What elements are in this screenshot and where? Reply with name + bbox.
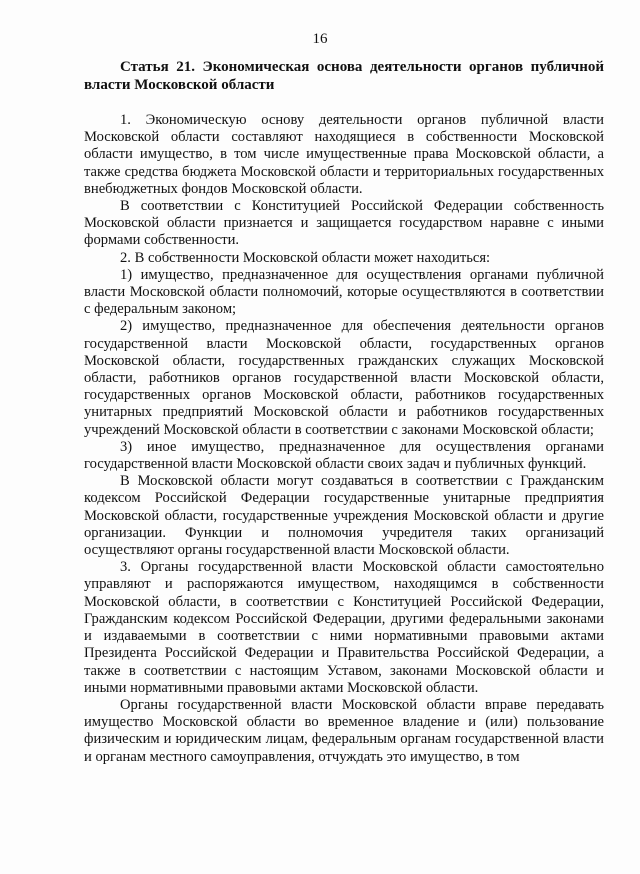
article-title: Статья 21. Экономическая основа деятельности органов публичной власти Московской области bbox=[84, 59, 604, 93]
paragraph-5: 2) имущество, предназначенное для обеспечения деятельности органов государственной власти Московской области, государственных органов Московской области, государственных гражданских служащих Московской области, работников органов государственной власти Московской области, государственных органов Московской области, работников государственных унитарных предприятий Московской области и работников государственных учреждений Московской области в соответствии с законами Московской области; bbox=[84, 318, 604, 438]
paragraph-1: 1. Экономическую основу деятельности органов публичной власти Московской области составляют находящиеся в собственности Московской области имущество, в том числе имущественные права Московской области, а также средства бюджета Московской области и территориальных государственных внебюджетных фондов Московской области. bbox=[84, 112, 604, 197]
paragraph-8: 3. Органы государственной власти Московской области самостоятельно управляют и распоряжаются имуществом, находящимся в собственности Московской области, в соответствии с Конституцией Российской Федерации, Гражданским кодексом Российской Федерации, другими федеральными законами и издаваемыми в соответствии с ними нормативными правовыми актами Президента Российской Федерации и Правительства Российской Федерации, а также в соответствии с настоящим Уставом, законами Московской области и иными нормативными правовыми актами Московской области. bbox=[84, 559, 604, 696]
paragraph-2: В соответствии с Конституцией Российской Федерации собственность Московской области признается и защищается государством наравне с иными формами собственности. bbox=[84, 198, 604, 249]
paragraph-9: Органы государственной власти Московской области вправе передавать имущество Московской области во временное владение и (или) пользование физическим и юридическим лицам, федеральным органам государственной власти и органам местного самоуправления, отчуждать это имущество, в том bbox=[84, 696, 604, 765]
paragraph-3: 2. В собственности Московской области может находиться: bbox=[120, 249, 491, 266]
paragraph-6: 3) иное имущество, предназначенное для осуществления органами государственной власти Московской области своих задач и публичных функций. bbox=[84, 438, 604, 473]
article-body bbox=[84, 112, 604, 766]
page-number: 16 bbox=[312, 31, 328, 47]
paragraph-7: В Московской области могут создаваться в соответствии с Гражданским кодексом Российской Федерации государственные унитарные предприятия Московской области, государственные учреждения Московской области и другие организации. Функции и полномочия учредителя таких организаций осуществляют органы государственной власти Московской области. bbox=[84, 473, 604, 559]
paragraph-4: 1) имущество, предназначенное для осуществления органами публичной власти Московской области полномочий, которые осуществляются в соответствии с федеральным законом; bbox=[84, 266, 604, 318]
